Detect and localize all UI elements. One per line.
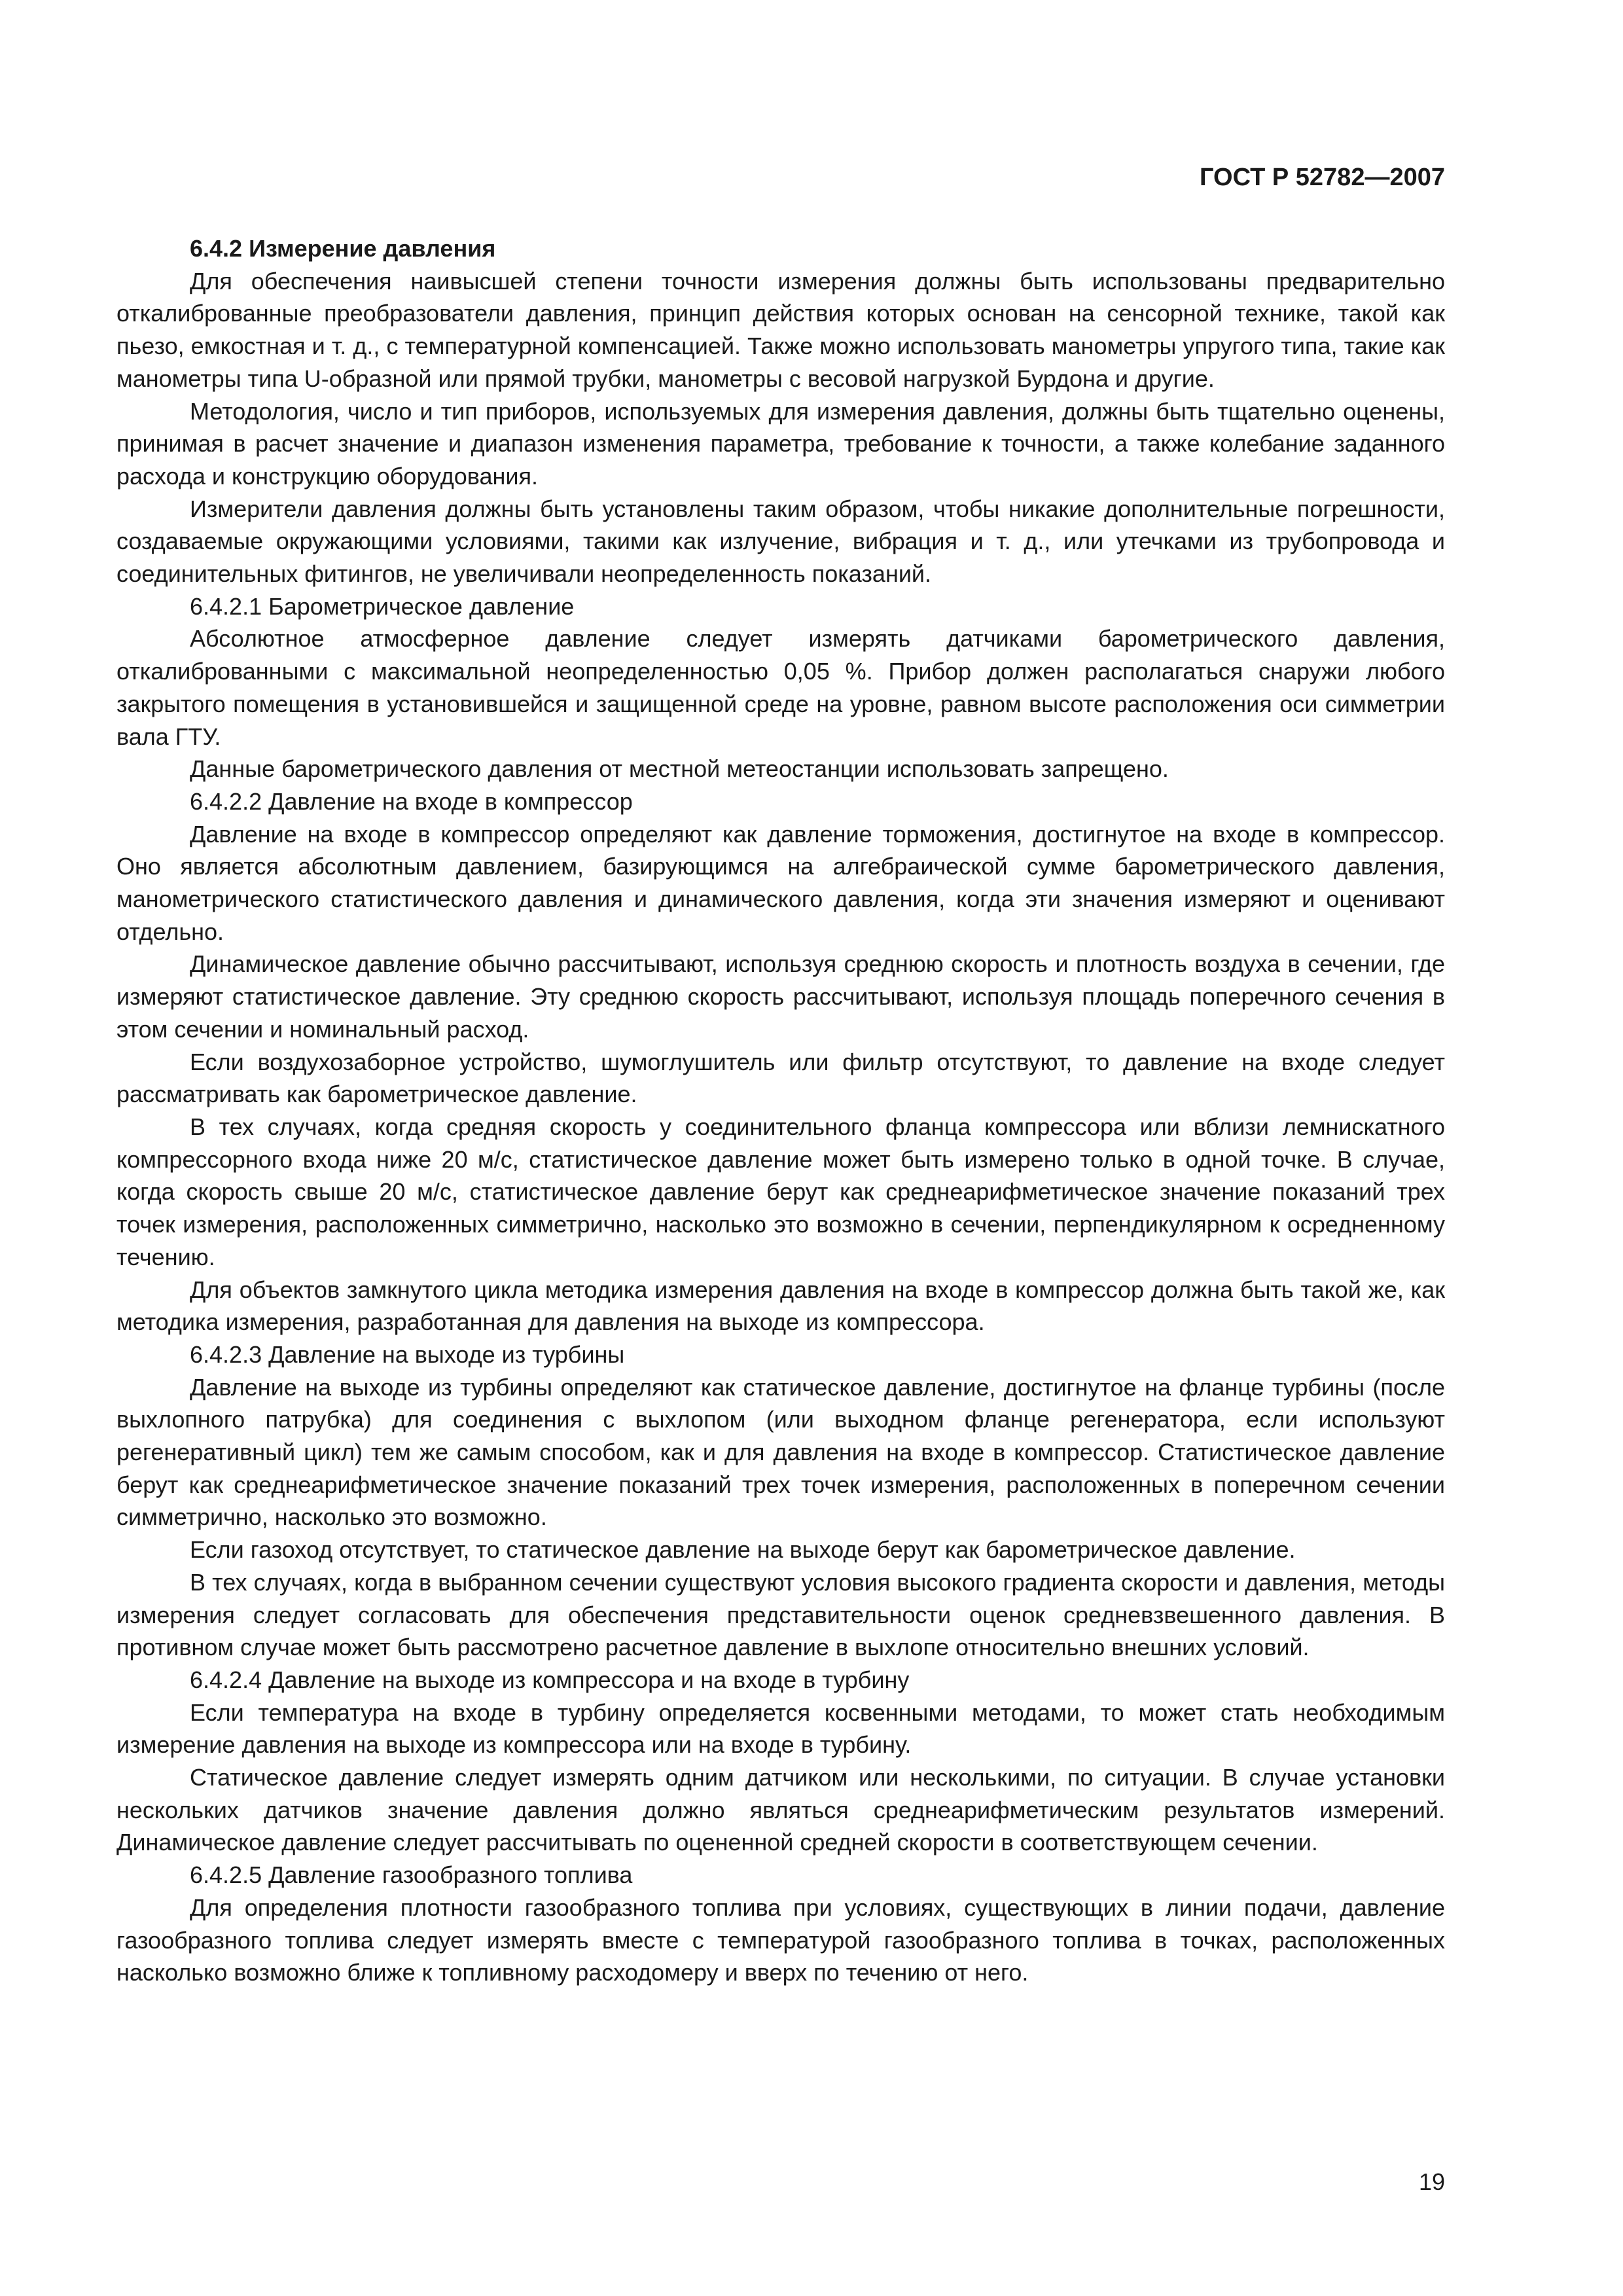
subsection-title: 6.4.2.5 Давление газообразного топлива: [190, 1861, 633, 1889]
body-paragraph: Статическое давление следует измерять одним датчиком или несколькими, по ситуации. В случае установки нескольких датчиков значение давления должно являться среднеарифметическим результатов измерений. Динамическое давление следует рассчитывать по оцененной средней скорости в соответствующем сечении.: [116, 1764, 1445, 1856]
body-paragraph: Давление на выходе из турбины определяют как статическое давление, достигнутое на фланце турбины (после выхлопного патрубка) для соединения с выхлопом (или выходном фланце регенератора, если используют регенеративный цикл) тем же самым способом, как и для давления на входе в компрессор. Статистическое давление берут как среднеарифметическое значение показаний трех точек измерения, расположенных в поперечном сечении симметрично, насколько это возможно.: [116, 1373, 1445, 1531]
section-heading: 6.4.2 Измерение давления: [190, 235, 496, 262]
body-paragraph: Для обеспечения наивысшей степени точности измерения должны быть использованы предварительно откалиброванные преобразователи давления, принцип действия которых основан на сенсорной технике, такой как пьезо, емкостная и т. д., с температурной компенсацией. Также можно использовать манометры упругого типа, такие как манометры типа U-образной или прямой трубки, манометры с весовой нагрузкой Бурдона и другие.: [116, 267, 1445, 392]
body-paragraph: В тех случаях, когда средняя скорость у соединительного фланца компрессора или вблизи лемнискатного компрессорного входа ниже 20 м/с, статистическое давление может быть измерено только в одной точке. В случае, когда скорость свыше 20 м/с, статистическое давление берут как среднеарифметическое значение показаний трех точек измерения, расположенных симметрично, насколько это возможно в сечении, перпендикулярном к осредненному течению.: [116, 1113, 1445, 1270]
body-paragraph: Динамическое давление обычно рассчитывают, используя среднюю скорость и плотность воздуха в сечении, где измеряют статистическое давление. Эту среднюю скорость рассчитывают, используя площадь поперечного сечения в этом сечении и номинальный расход.: [116, 950, 1445, 1043]
body-paragraph: Если газоход отсутствует, то статическое давление на выходе берут как барометрическое давление.: [190, 1536, 1296, 1564]
subsection-title: 6.4.2.3 Давление на выходе из турбины: [190, 1340, 625, 1368]
body-paragraph: Если температура на входе в турбину определяется косвенными методами, то может стать необходимым измерение давления на выходе из компрессора или на входе в турбину.: [116, 1698, 1445, 1759]
body-paragraph: Данные барометрического давления от местной метеостанции использовать запрещено.: [190, 755, 1169, 783]
subsection-title: 6.4.2.2 Давление на входе в компрессор: [190, 787, 633, 815]
document-body: [116, 232, 1445, 1989]
body-paragraph: Давление на входе в компрессор определяют как давление торможения, достигнутое на входе в компрессор. Оно является абсолютным давлением, базирующимся на алгебраической сумме барометрического давления, манометрического статистического давления и динамического давления, когда эти значения измеряют и оценивают отдельно.: [116, 820, 1445, 945]
page-number: 19: [1418, 2168, 1445, 2195]
subsection-title: 6.4.2.1 Барометрическое давление: [190, 592, 575, 620]
body-paragraph: Если воздухозаборное устройство, шумоглушитель или фильтр отсутствуют, то давление на входе следует рассматривать как барометрическое давление.: [116, 1048, 1445, 1108]
body-paragraph: В тех случаях, когда в выбранном сечении существуют условия высокого градиента скорости и давления, методы измерения следует согласовать для обеспечения представительности оценок средневзвешенного давления. В противном случае может быть рассмотрено расчетное давление в выхлопе относительно внешних условий.: [116, 1568, 1445, 1661]
subsection-title: 6.4.2.4 Давление на выходе из компрессора и на входе в турбину: [190, 1666, 910, 1693]
document-code-header: ГОСТ Р 52782—2007: [1200, 164, 1445, 191]
body-paragraph: Абсолютное атмосферное давление следует измерять датчиками барометрического давления, откалиброванными с максимальной неопределенностью 0,05 %. Прибор должен располагаться снаружи любого закрытого помещения в установившейся и защищенной среде на уровне, равном высоте расположения оси симметрии вала ГТУ.: [116, 625, 1445, 750]
body-paragraph: Измерители давления должны быть установлены таким образом, чтобы никакие дополнительные погрешности, создаваемые окружающими условиями, такими как излучение, вибрация и т. д., или утечками из трубопровода и соединительных фитингов, не увеличивали неопределенность показаний.: [116, 495, 1445, 588]
body-paragraph: Для определения плотности газообразного топлива при условиях, существующих в линии подачи, давление газообразного топлива следует измерять вместе с температурой газообразного топлива в точках, расположенных насколько возможно ближе к топливному расходомеру и вверх по течению от него.: [116, 1893, 1445, 1986]
body-paragraph: Методология, число и тип приборов, используемых для измерения давления, должны быть тщательно оценены, принимая в расчет значение и диапазон изменения параметра, требование к точности, а также колебание заданного расхода и конструкцию оборудования.: [116, 397, 1445, 490]
body-paragraph: Для объектов замкнутого цикла методика измерения давления на входе в компрессор должна быть такой же, как методика измерения, разработанная для давления на выходе из компрессора.: [116, 1276, 1445, 1336]
